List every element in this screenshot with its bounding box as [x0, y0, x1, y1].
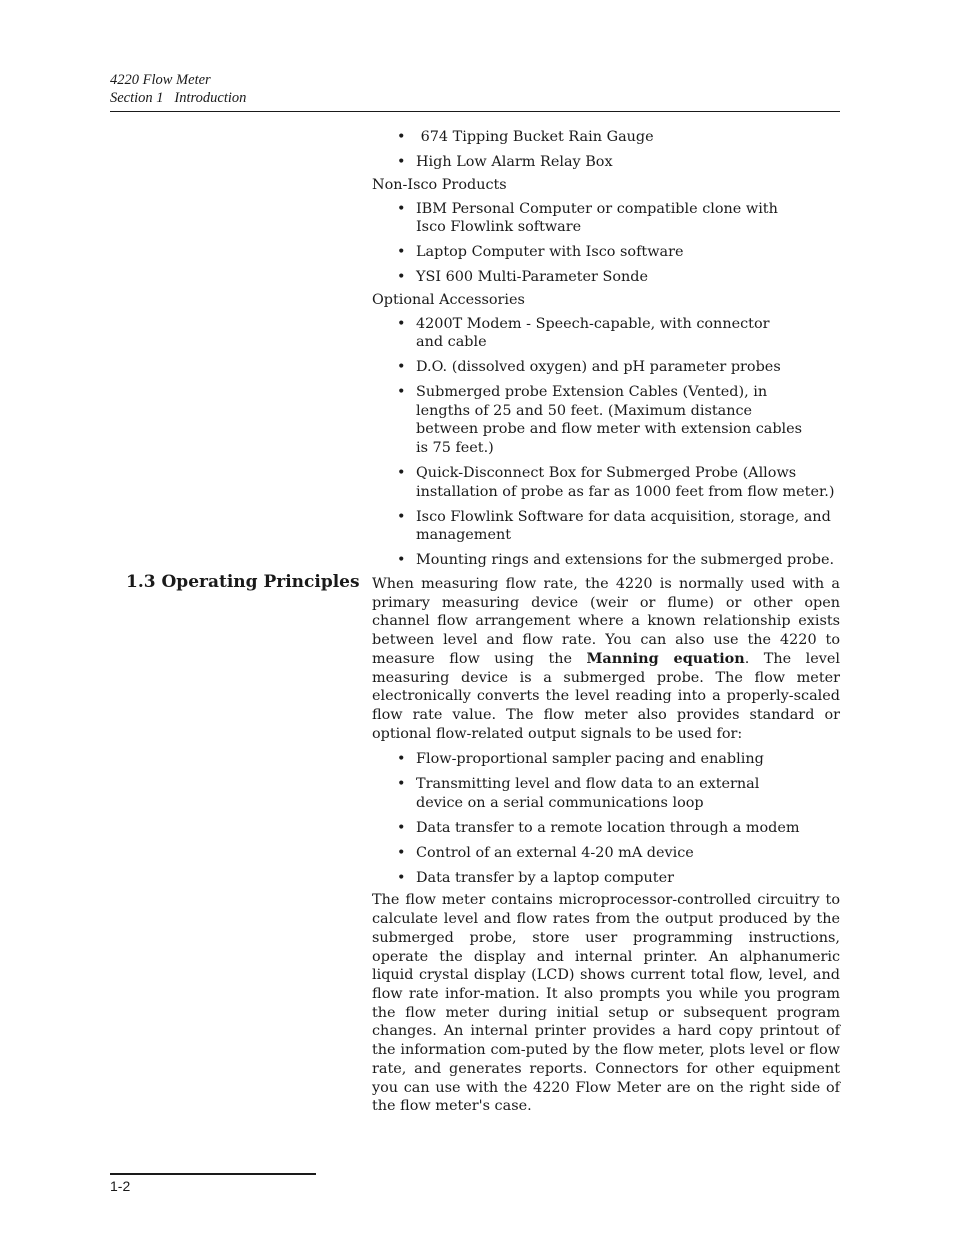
non-isco-products-list [372, 200, 840, 287]
manning-equation-term: Manning equation [586, 649, 745, 667]
optional-accessories-list [372, 315, 840, 570]
header-section: Section 1 Introduction [110, 90, 247, 106]
intro-paragraph [372, 575, 840, 743]
list-item: • 674 Tipping Bucket Rain Gauge [372, 128, 840, 147]
page-number: 1-2 [110, 1178, 131, 1194]
list-item: • 4200T Modem - Speech-capable, with connector and cable [372, 315, 840, 352]
header-divider [110, 111, 840, 112]
list-item: • Isco Flowlink Software for data acquisition, storage, and management [372, 508, 840, 545]
section-heading: 1.3 Operating Principles [126, 572, 360, 592]
intro-text-end: . The level measuring device is a submerged probe. The flow meter electronically converts the level reading into a properly-scaled flow rate value. The flow meter also provides standard or optional flow-related output signals to be used for: [372, 650, 840, 742]
optional-accessories-label: Optional Accessories [372, 292, 525, 309]
list-item: • D.O. (dissolved oxygen) and pH parameter probes [372, 358, 840, 377]
circuitry-paragraph: The flow meter contains microprocessor-controlled circuitry to calculate level and flow rates from the output produced by the submerged probe, store user programming instructions, operate the display and internal printer. An alphanumeric liquid crystal display (LCD) shows current total flow, level, and flow rate infor-mation. It also prompts you while you program the flow meter during initial setup or subsequent program changes. An internal printer provides a hard copy printout of the information com-puted by the flow meter, plots level or flow rate, and generates reports. Connectors for other equipment you can use with the 4220 Flow Meter are on the right side of the flow meter's case. [372, 892, 840, 1115]
list-item: • Control of an external 4-20 mA device [372, 844, 840, 863]
product-lists [372, 128, 840, 576]
operating-principles-body [372, 575, 840, 1116]
list-item: • Flow-proportional sampler pacing and enabling [372, 750, 840, 769]
footer-divider [110, 1173, 316, 1175]
intro-text-start: When measuring flow rate, the 4220 is normally used with a primary measuring device (weir or flume) or other open channel flow arrangement where a known relationship exists between level and flow rate. You can also use the 4220 to measure flow using the [372, 576, 840, 667]
list-item: • YSI 600 Multi-Parameter Sonde [372, 268, 840, 287]
header-title: 4220 Flow Meter [110, 72, 211, 88]
list-item: • Submerged probe Extension Cables (Vented), in lengths of 25 and 50 feet. (Maximum distance between probe and flow meter with extension cables is 75 feet.) [372, 383, 840, 457]
running-header [110, 71, 840, 107]
list-item: • Data transfer by a laptop computer [372, 869, 840, 888]
non-isco-label: Non-Isco Products [372, 176, 507, 193]
list-item: • High Low Alarm Relay Box [372, 153, 840, 172]
list-item: • Data transfer to a remote location through a modem [372, 819, 840, 838]
list-item: • Transmitting level and flow data to an external device on a serial communications loop [372, 775, 840, 812]
isco-products-list [372, 128, 840, 172]
list-item: • IBM Personal Computer or compatible clone with Isco Flowlink software [372, 200, 840, 237]
list-item: • Quick-Disconnect Box for Submerged Probe (Allows installation of probe as far as 1000 feet from flow meter.) [372, 464, 840, 501]
list-item: • Laptop Computer with Isco software [372, 243, 840, 262]
output-signals-list [372, 750, 840, 887]
list-item: • Mounting rings and extensions for the submerged probe. [372, 551, 840, 570]
